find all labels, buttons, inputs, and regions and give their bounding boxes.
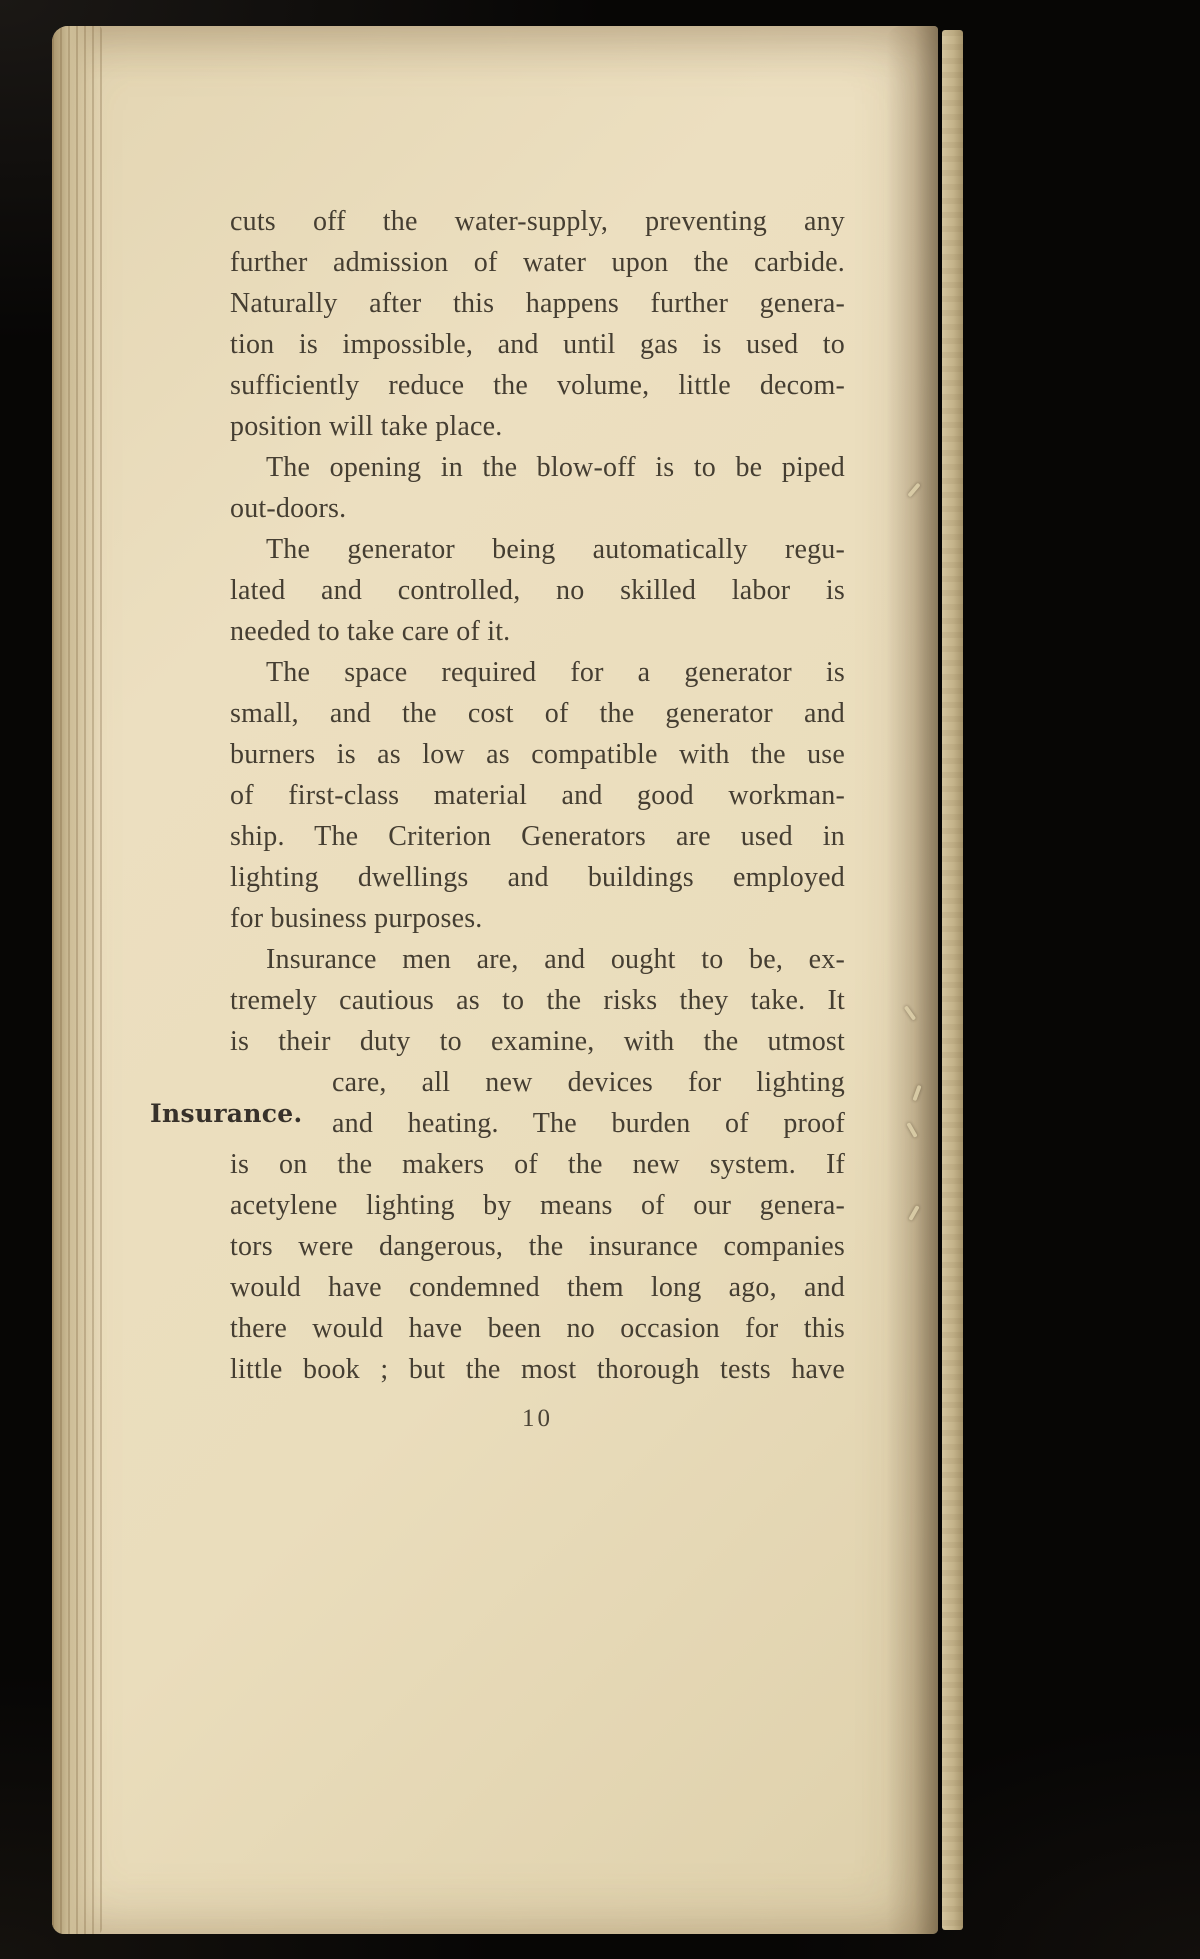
- text-line: further admission of water upon the carbide.: [230, 247, 845, 278]
- text-line: tremely cautious as to the risks they take. It: [230, 985, 845, 1016]
- text-line: tion is impossible, and until gas is used to: [230, 329, 845, 360]
- text-line: The opening in the blow-off is to be piped: [266, 452, 845, 483]
- text-line: out-doors.: [230, 493, 347, 524]
- text-line: tors were dangerous, the insurance companies: [230, 1231, 845, 1262]
- text-line: Insurance men are, and ought to be, ex-: [266, 944, 845, 975]
- text-line: position will take place.: [230, 411, 503, 442]
- text-line: is on the makers of the new system. If: [230, 1149, 845, 1180]
- text-line: would have condemned them long ago, and: [230, 1272, 845, 1303]
- text-line: little book ; but the most thorough tests have: [230, 1354, 845, 1385]
- text-line: lighting dwellings and buildings employed: [230, 862, 845, 893]
- text-line: cuts off the water-supply, preventing any: [230, 206, 845, 237]
- text-line: Naturally after this happens further genera-: [230, 288, 845, 319]
- page-text: [230, 201, 845, 1390]
- text-line: of first-class material and good workman-: [230, 780, 845, 811]
- text-line: burners is as low as compatible with the use: [230, 739, 845, 770]
- text-line: ship. The Criterion Generators are used in: [230, 821, 845, 852]
- text-line: needed to take care of it.: [230, 616, 511, 647]
- text-line: for business purposes.: [230, 903, 483, 934]
- adjacent-page-edge: [942, 30, 963, 1930]
- text-line: care, all new devices for lighting: [332, 1067, 845, 1098]
- page-number: 10: [522, 1405, 553, 1432]
- text-line: there would have been no occasion for this: [230, 1313, 845, 1344]
- text-line: acetylene lighting by means of our genera-: [230, 1190, 845, 1221]
- text-line: and heating. The burden of proof: [332, 1108, 845, 1139]
- text-line: lated and controlled, no skilled labor is: [230, 575, 845, 606]
- text-line: small, and the cost of the generator and: [230, 698, 845, 729]
- sidenote-insurance: Insurance.: [150, 1099, 303, 1128]
- text-line: sufficiently reduce the volume, little decom-: [230, 370, 845, 401]
- text-line: is their duty to examine, with the utmost: [230, 1026, 845, 1057]
- text-line: The generator being automatically regu-: [266, 534, 845, 565]
- text-line: The space required for a generator is: [266, 657, 845, 688]
- page-stack-edges: [52, 26, 102, 1934]
